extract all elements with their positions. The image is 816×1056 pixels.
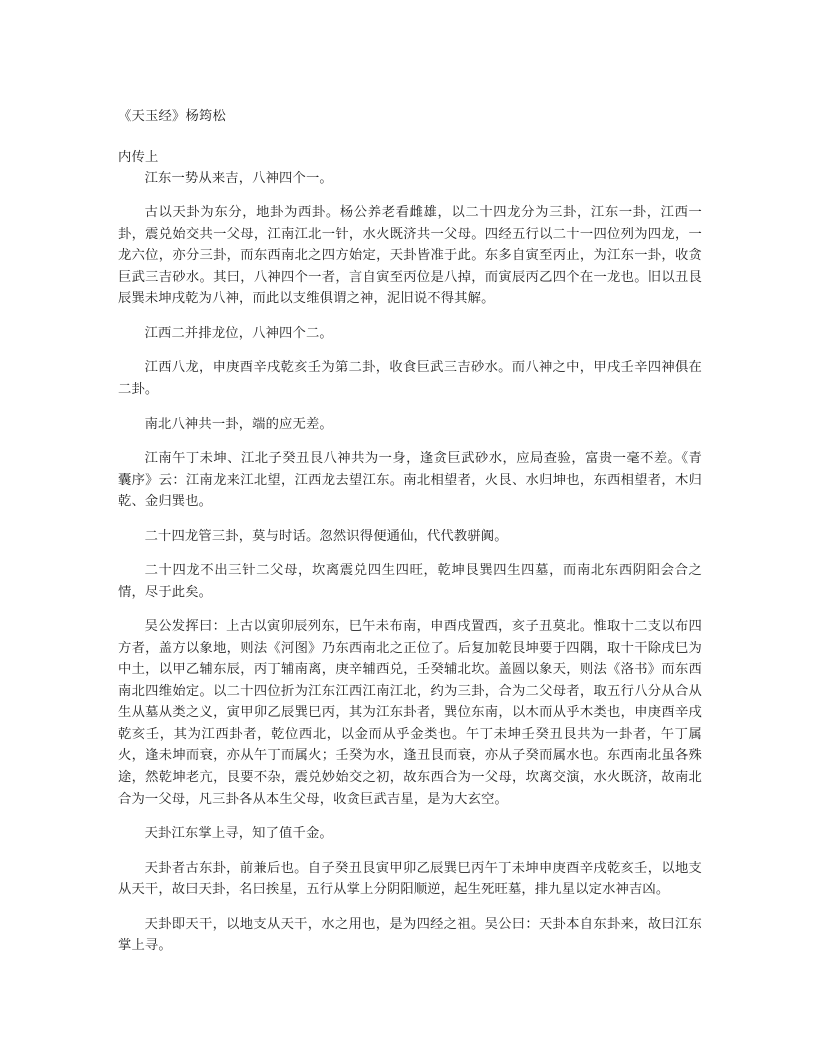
paragraph-11: 天卦者古东卦，前兼后也。自子癸丑艮寅甲卯乙辰巽巳丙午丁未坤申庚酉辛戌乾亥壬，以地支从天干，故曰天卦，名曰挨星，五行从掌上分阴阳顺逆，起生死旺墓，排九星以定水神吉凶。 [118,860,702,898]
document-title: 《天玉经》杨筠松 [118,109,226,124]
paragraph-8: 二十四龙不出三针二父母，坎离震兑四生四旺，乾坤艮巽四生四墓，而南北东西阴阳会合之情，尽于此矣。 [118,563,702,600]
section-heading: 内传上 [118,149,159,165]
paragraph-1: 江东一势从来吉，八神四个一。 [144,170,333,186]
paragraph-5: 南北八神共一卦，端的应无差。 [144,416,333,432]
paragraph-4: 江西八龙，申庚酉辛戌乾亥壬为第二卦，收食巨武三吉砂水。而八神之中，甲戌壬辛四神俱在二卦。 [118,360,702,397]
document-body [118,108,702,970]
paragraph-9: 吴公发挥曰：上古以寅卯辰列东，巳午未布南，申酉戌置西，亥子丑莫北。惟取十二支以布四方者，盖方以象地，则法《河图》乃东西南北之正位了。后复加乾艮坤要于四隅，取十干除戌巳为中土，以甲乙辅东辰，丙丁辅南离，庚辛辅西兑，壬癸辅北坎。盖圆以象天，则法《洛书》而东西南北四维始定。以二十四位折为江东江西江南江北，约为三卦，合为二父母者，取五行八分从合从生从墓从类之义，寅甲卯乙辰巽巳丙，其为江东卦者，巽位东南，以木而从乎木类也，申庚酉辛戌乾亥壬，其为江西卦者，乾位西北，以金而从乎金类也。午丁未坤壬癸丑艮共为一卦者，午丁属火，逢未坤而衰，亦从午丁而属火；壬癸为水，逢丑艮而衰，亦从子癸而属水也。东西南北虽各殊途，然乾坤老亢，艮要不杂，震兑妙始交之初，故东西合为一父母，坎离交演，水火既济，故南北合为一父母，凡三卦各从本生父母，收贪巨武吉星，是为大玄空。 [118,619,702,807]
paragraph-7: 二十四龙管三卦，莫与时话。忽然识得便通仙，代代教骈阗。 [144,528,508,544]
paragraph-3: 江西二并排龙位，八神四个二。 [144,325,333,341]
paragraph-10: 天卦江东掌上寻，知了值千金。 [144,826,333,842]
paragraph-6: 江南午丁未坤、江北子癸丑艮八神共为一身，逢贪巨武砂水，应局查验，富贵一毫不差。《青囊序》云：江南龙来江北望，江西龙去望江东。南北相望者，火艮、水归坤也，东西相望者，木归乾、金归巽也。 [118,451,702,510]
paragraph-2: 古以天卦为东分，地卦为西卦。杨公养老看雌雄，以二十四龙分为三卦，江东一卦，江西一卦，震兑始交共一父母，江南江北一针，水火既济共一父母。四经五行以二十一四位列为四龙，一龙六位，亦分三卦，而东西南北之四方始定，天卦皆准于此。东多自寅至丙止，为江东一卦，收贪巨武三吉砂水。其曰，八神四个一者，言自寅至丙位是八掉，而寅辰丙乙四个在一龙也。旧以丑艮辰巽未坤戌乾为八神，而此以支维俱谓之神，泥旧说不得其解。 [118,205,702,307]
paragraph-12: 天卦即天干，以地支从天干，水之用也，是为四经之祖。吴公曰：天卦本自东卦来，故曰江东掌上寻。 [118,916,702,954]
